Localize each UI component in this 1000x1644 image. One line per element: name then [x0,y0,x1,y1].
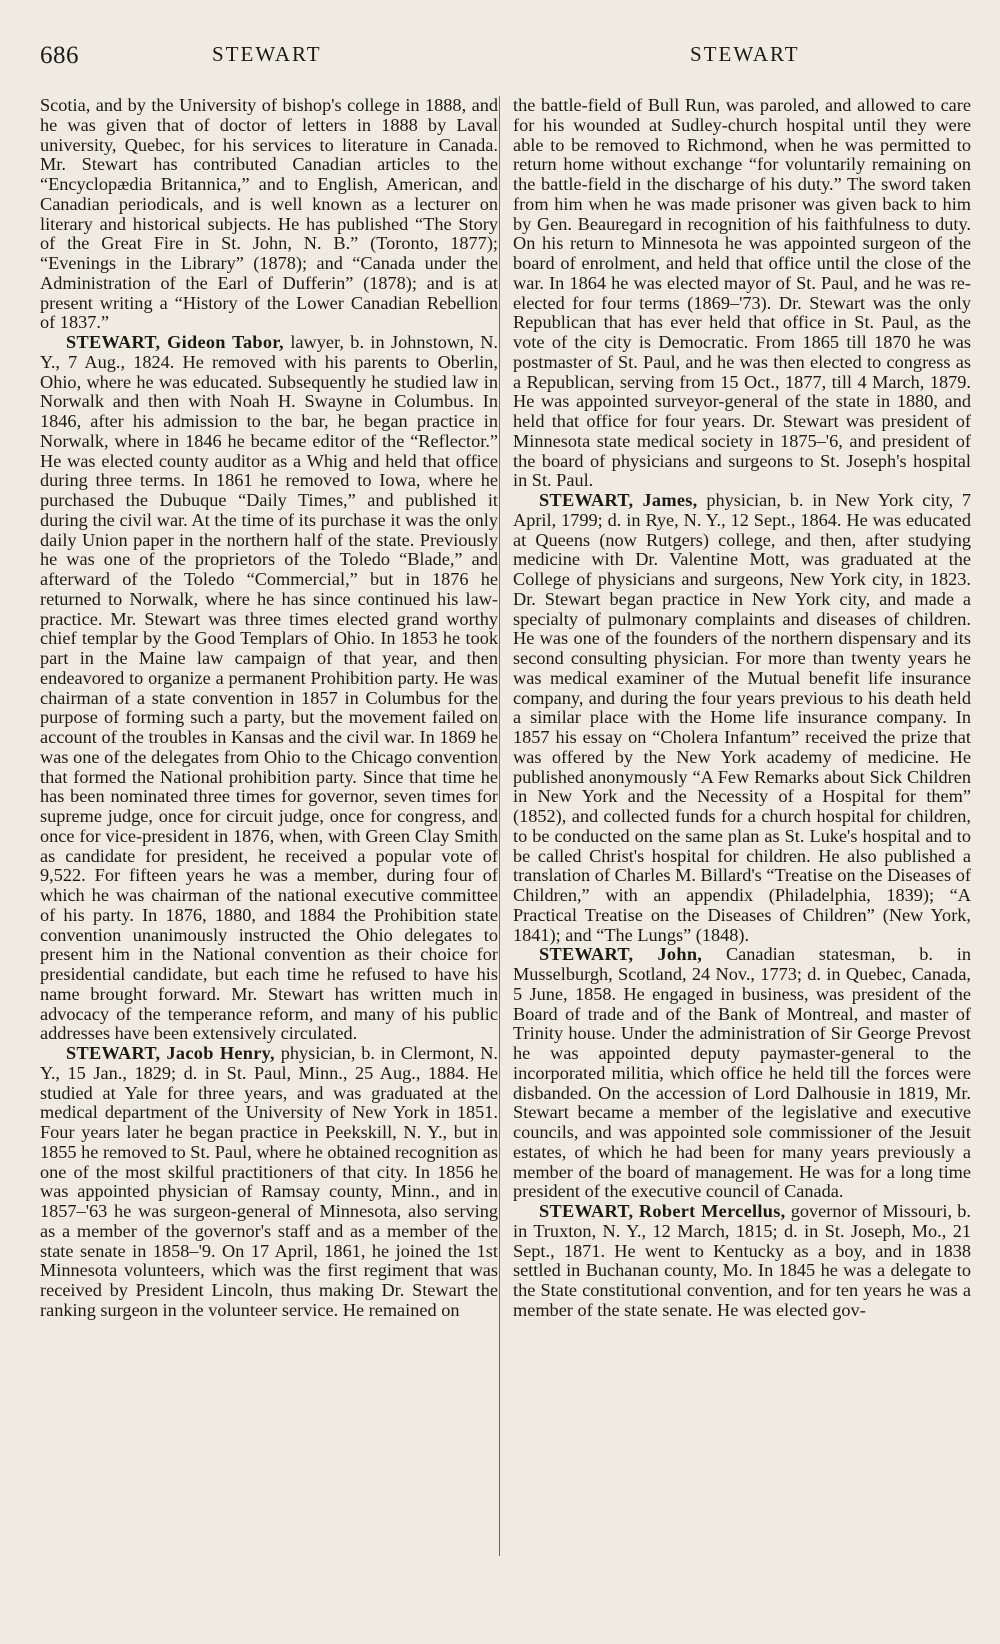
biography-entry [513,491,971,945]
entry-text: physician, b. in New York city, 7 April, 1799; d. in Rye, N. Y., 12 Sept., 1864. He was educated at Queens (now Rutgers) college, and then, after studying medicine with Dr. Valentine Mott, was graduated at the College of physicians and surgeons, New York city, in 1823. Dr. Stewart began practice in New York city, and made a specialty of pulmonary complaints and diseases of children. He was one of the founders of the northern dispensary and its second consulting physician. For more than twenty years he was medical examiner of the Mutual benefit life insurance company, and during the four years previous to his death held a similar place with the Home life insurance company. In 1857 his essay on “Cholera Infantum” received the prize that was offered by the New York academy of medicine. He published anonymously “A Few Remarks about Sick Children in New York and the Necessity of a Hospital for them” (1852), and collected funds for a church hospital for children, to be conducted on the same plan as St. Luke's hospital and to be called Christ's hospital for children. He also published a translation of Charles M. Billard's “Treatise on the Diseases of Children,” with an appendix (Philadelphia, 1839); “A Practical Treatise on the Diseases of Children” (New York, 1841); and “The Lungs” (1848). [513,490,972,945]
running-head-right: STEWART [690,42,800,66]
continuation-paragraph: Scotia, and by the University of bishop's college in 1888, and he was given that of doctor of letters in 1888 by Laval university, Quebec, for his services to literature in Canada. Mr. Stewart has contributed Canadian articles to the “Encyclopædia Britannica,” and to English, American, and Canadian periodicals, and is well known as a lecturer on literary and historical subjects. He has published “The Story of the Great Fire in St. John, N. B.” (Toronto, 1877); “Evenings in the Library” (1878); and “Canada under the Administration of the Earl of Dufferin” (1878); and is at present writing a “History of the Lower Canadian Rebellion of 1837.” [40,95,498,333]
entry-text: physician, b. in Clermont, N. Y., 15 Jan., 1829; d. in St. Paul, Minn., 25 Aug., 1884. He studied at Yale for three years, and was graduated at the medical department of the University of New York in 1851. Four years later he began practice in Peekskill, N. Y., but in 1855 he removed to St. Paul, where he obtained recognition as one of the most skilful practitioners of that city. In 1856 he was appointed physician of Ramsay county, Minn., and in 1857–'63 he was surgeon-general of Minnesota, also serving as a member of the governor's staff and as a member of the state senate in 1858–'9. On 17 April, 1861, he joined the 1st Minnesota volunteers, which was the first regiment that was received by President Lincoln, thus making Dr. Stewart the ranking surgeon in the volunteer service. He remained on [40,1043,498,1320]
column-divider [499,96,500,1556]
biography-entry [40,333,498,1044]
page-header [0,40,1000,80]
right-column [513,96,971,1321]
biography-entry [513,945,971,1202]
left-column [40,96,498,1321]
page-number: 686 [40,42,79,69]
entry-headword: STEWART, Robert Mercellus, [539,1201,786,1221]
continuation-paragraph: the battle-field of Bull Run, was paroled, and allowed to care for his wounded at Sudley-church hospital until they were able to be removed to Richmond, when he was permitted to return home without exchange “for voluntarily remaining on the battle-field in the discharge of his duty.” The sword taken from him when he was made prisoner was given back to him by Gen. Beauregard in recognition of his faithfulness to duty. On his return to Minnesota he was appointed surgeon of the board of enrolment, and held that office until the close of the war. In 1864 he was elected mayor of St. Paul, and he was re-elected for four terms (1869–'73). Dr. Stewart was the only Republican that has ever held that office in St. Paul, as the vote of the city is Democratic. From 1865 till 1870 he was postmaster of St. Paul, and he was then elected to congress as a Republican, serving from 15 Oct., 1877, till 4 March, 1879. He was appointed surveyor-general of the state in 1880, and held that office for four years. Dr. Stewart was president of Minnesota state medical society in 1875–'6, and president of the board of physicians and surgeons to St. Joseph's hospital in St. Paul. [513,95,971,491]
entry-text: governor of Missouri, b. in Truxton, N. Y., 12 March, 1815; d. in St. Joseph, Mo., 21 Sept., 1871. He went to Kentucky as a boy, and in 1838 settled in Buchanan county, Mo. In 1845 he was a delegate to the State constitutional convention, and for ten years he was a member of the state senate. He was elected gov- [513,1201,972,1320]
entry-headword: STEWART, Gideon Tabor, [66,332,284,352]
biography-entry [513,1202,971,1321]
entry-headword: STEWART, Jacob Henry, [66,1043,275,1063]
running-head-left: STEWART [212,42,322,66]
entry-text: lawyer, b. in Johnstown, N. Y., 7 Aug., 1824. He removed with his parents to Oberlin, Ohio, where he was educated. Subsequently he studied law in Norwalk and then with Noah H. Swayne in Columbus. In 1846, after his admission to the bar, he began practice in Norwalk, where in 1846 he became editor of the “Reflector.” He was elected county auditor as a Whig and held that office during three terms. In 1861 he removed to Iowa, where he purchased the Dubuque “Daily Times,” and published it during the civil war. At the time of its purchase it was the only daily Union paper in the northern half of the state. Previously he was one of the proprietors of the Toledo “Blade,” and afterward of the Toledo “Commercial,” but in 1876 he returned to Norwalk, where he has since continued his law-practice. Mr. Stewart was three times elected grand worthy chief templar by the Good Templars of Ohio. In 1853 he took part in the Maine law campaign of that year, and then endeavored to organize a permanent Prohibition party. He was chairman of a state convention in 1857 in Columbus for the purpose of forming such a party, but the movement failed on account of the troubles in Kansas and the civil war. In 1869 he was one of the delegates from Ohio to the Chicago convention that formed the National prohibition party. Since that time he has been nominated three times for governor, seven times for supreme judge, once for circuit judge, once for congress, and once for vice-president in 1876, when, with Green Clay Smith as candidate for president, he received a popular vote of 9,522. For fifteen years he was a member, during four of which he was chairman of the national executive committee of his party. In 1876, 1880, and 1884 the Prohibition state convention unanimously instructed the Ohio delegates to present him in the National convention as their choice for presidential candidate, but each time he refused to have his name brought forward. Mr. Stewart has written much in advocacy of the temperance reform, and many of his public addresses have been extensively circulated. [40,332,498,1044]
biography-entry [40,1044,498,1321]
entry-headword: STEWART, James, [539,490,698,510]
entry-text: Canadian statesman, b. in Musselburgh, Scotland, 24 Nov., 1773; d. in Quebec, Canada, 5 June, 1858. He engaged in business, was president of the Board of trade and of the Bank of Montreal, and master of Trinity house. Under the administration of Sir George Prevost he was appointed deputy paymaster-general to the incorporated militia, which office he held till the forces were disbanded. On the accession of Lord Dalhousie in 1819, Mr. Stewart became a member of the legislative and executive councils, and was appointed sole commissioner of the Jesuit estates, of which he had been for many years previously a member of the board of management. He was for a long time president of the executive council of Canada. [513,944,971,1202]
entry-headword: STEWART, John, [539,944,703,965]
